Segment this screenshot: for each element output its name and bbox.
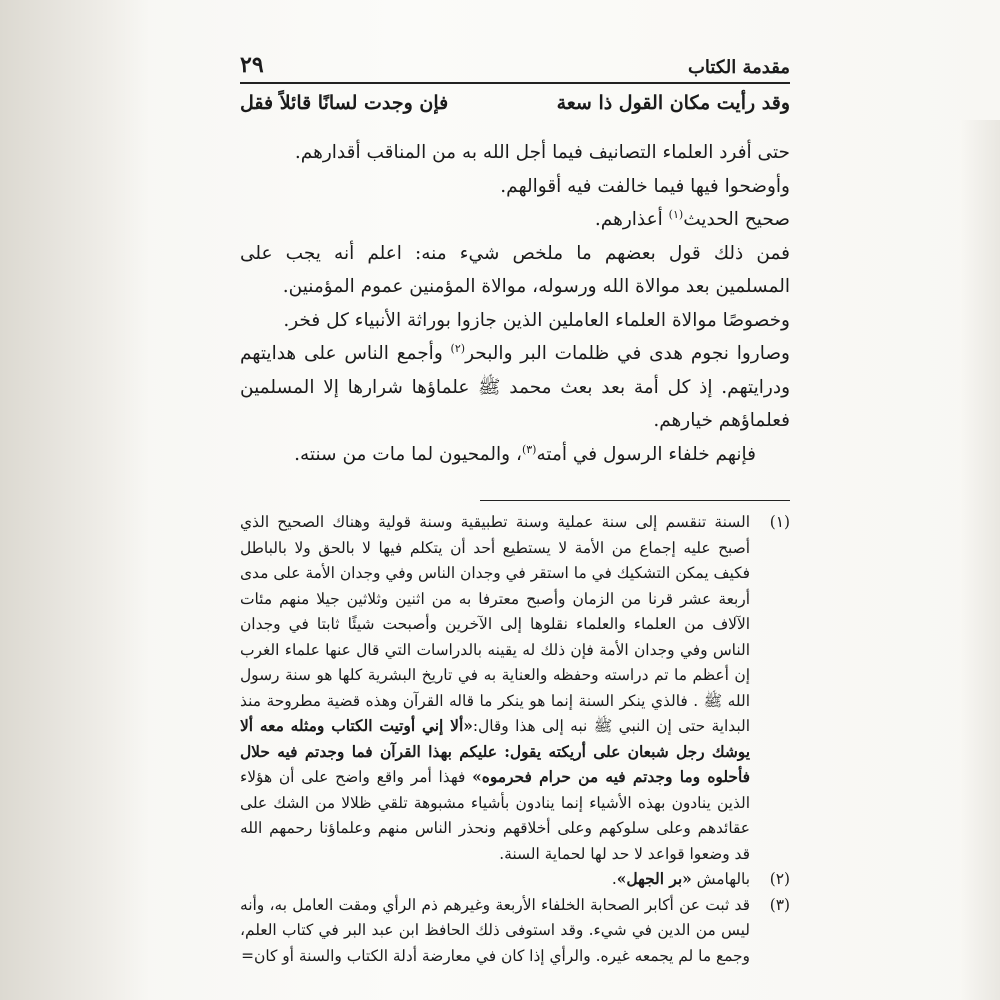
footnote-2 bbox=[240, 867, 790, 893]
page-header bbox=[240, 38, 790, 84]
footnote-number: (١) bbox=[769, 513, 790, 531]
footnote-marker: (٢) bbox=[450, 341, 466, 355]
poem-verse bbox=[240, 92, 790, 114]
main-paragraph: فمن ذلك قول بعضهم ما ملخص شيء منه: اعلم أنه يجب على المسلمين بعد موالاة الله ورسوله، موالاة المؤمنين عموم المؤمنين. bbox=[240, 242, 790, 297]
footnote-number: (٣) bbox=[769, 895, 790, 914]
main-paragraph: وصاروا نجوم هدى في ظلمات البر والبحر$^{(٢)}$ وأجمع الناس على هدايتهم ودرايتهم. إذ كل أمة بعد بعث محمد ﷺ علماؤها شرارها إلا المسلمين فعلماؤهم خيارهم. bbox=[240, 341, 790, 431]
footnote-text: بالهامش bbox=[691, 870, 750, 888]
poem-hemistich-first: وقد رأيت مكان القول ذا سعة bbox=[556, 92, 790, 114]
main-line: وخصوصًا موالاة العلماء العاملين الذين جازوا بوراثة الأنبياء كل فخر. bbox=[283, 309, 790, 331]
footnote-divider bbox=[480, 500, 790, 501]
page-number: ٢٩ bbox=[240, 52, 264, 78]
hadith-quote: «ألا إني أوتيت الكتاب ومثله معه ألا يوشك رجل شبعان على أريكته يقول: عليكم بهذا القرآن فما وجدتم فيه حلال فأحلوه وما وجدتم فيه من حرام فحرموه» bbox=[240, 717, 750, 786]
running-title: مقدمة الكتاب bbox=[687, 57, 790, 78]
footnote-quote: «بر الجهل» bbox=[616, 870, 692, 888]
poem-hemistich-second: فإن وجدت لسانًا قائلاً فقل bbox=[240, 92, 449, 114]
main-line: فإنهم خلفاء الرسول في أمته$^{(٣)}$، والمحيون لما مات من سنته. bbox=[294, 442, 756, 465]
main-line: حتى أفرد العلماء التصانيف فيما أجل الله به من المناقب أقدارهم. bbox=[294, 142, 790, 163]
footnote-text: . bbox=[611, 870, 617, 888]
footnote-text: قد ثبت عن أكابر الصحابة الخلفاء الأربعة وغيرهم ذم الرأي ومقت العامل به، وأنه ليس من الدين في شيء. وقد استوفى ذلك الحافظ ابن عبد البر في كتاب العلم، وجمع ما لم يجمعه غيره. والرأي إذا كان في معارضة أدلة الكتاب والسنة أو كان= bbox=[240, 895, 750, 965]
footnote-text: فهذا أمر واقع واضح على أن هؤلاء الذين ينادون بهذه الأشياء إنما ينادون بأشياء مشبوهة تلقي ظلالا من الشك على عقائدهم وعلى سلوكهم وعلى أخلاقهم ونحذر الناس منهم وعلماؤنا رحمهم الله قد وضعوا قواعد لا حد لها لحماية السنة. bbox=[240, 768, 750, 863]
footnote-number: (٢) bbox=[769, 870, 790, 888]
main-line: وأوضحوا فيها فيما خالفت فيه أقوالهم. bbox=[500, 175, 790, 197]
footnote-3 bbox=[240, 893, 790, 970]
footnote-marker: (١) bbox=[668, 207, 684, 221]
footnote-text: السنة تنقسم إلى سنة عملية وسنة تطبيقية وسنة قولية وهناك الصحيح الذي أصبح عليه إجماع من الأمة لا يستطيع أحد أن يتكلم فيها لا بالحق ولا بالباطل فكيف يمكن التشكيك في ما استقر في وجدان الناس وفي وجدان الأمة على مدى أربعة عشر قرنا من الزمان وأصبح معترفا به من اثنين وثلاثين جيلا منهم مئات الآلاف من العلماء والعلماء نقلوها إلى الآخرين وأصبحت شيئًا ثابتا في وجدان الناس وفي وجدان الأمة فإن ذلك له يقينه بالدراسات التي قال عنها علماء الغرب إن أعظم ما تم دراسته وحفظه والعناية به في تاريخ البشرية كلها هو سنة رسول الله ﷺ . فالذي ينكر السنة إنما هو ينكر ما قاله القرآن وهذه قضية مطروحة منذ البداية حتى إن النبي ﷺ نبه إلى هذا وقال: bbox=[240, 513, 750, 735]
footnote-marker: (٣) bbox=[521, 442, 537, 456]
page-edge-shadow bbox=[960, 120, 1000, 1000]
footnotes bbox=[240, 510, 790, 969]
main-line: صحيح الحديث$^{(١)}$ أعذارهم. bbox=[594, 207, 790, 230]
footnote-1 bbox=[240, 510, 790, 867]
main-text bbox=[240, 136, 790, 471]
page-gutter-shadow bbox=[0, 0, 150, 1000]
